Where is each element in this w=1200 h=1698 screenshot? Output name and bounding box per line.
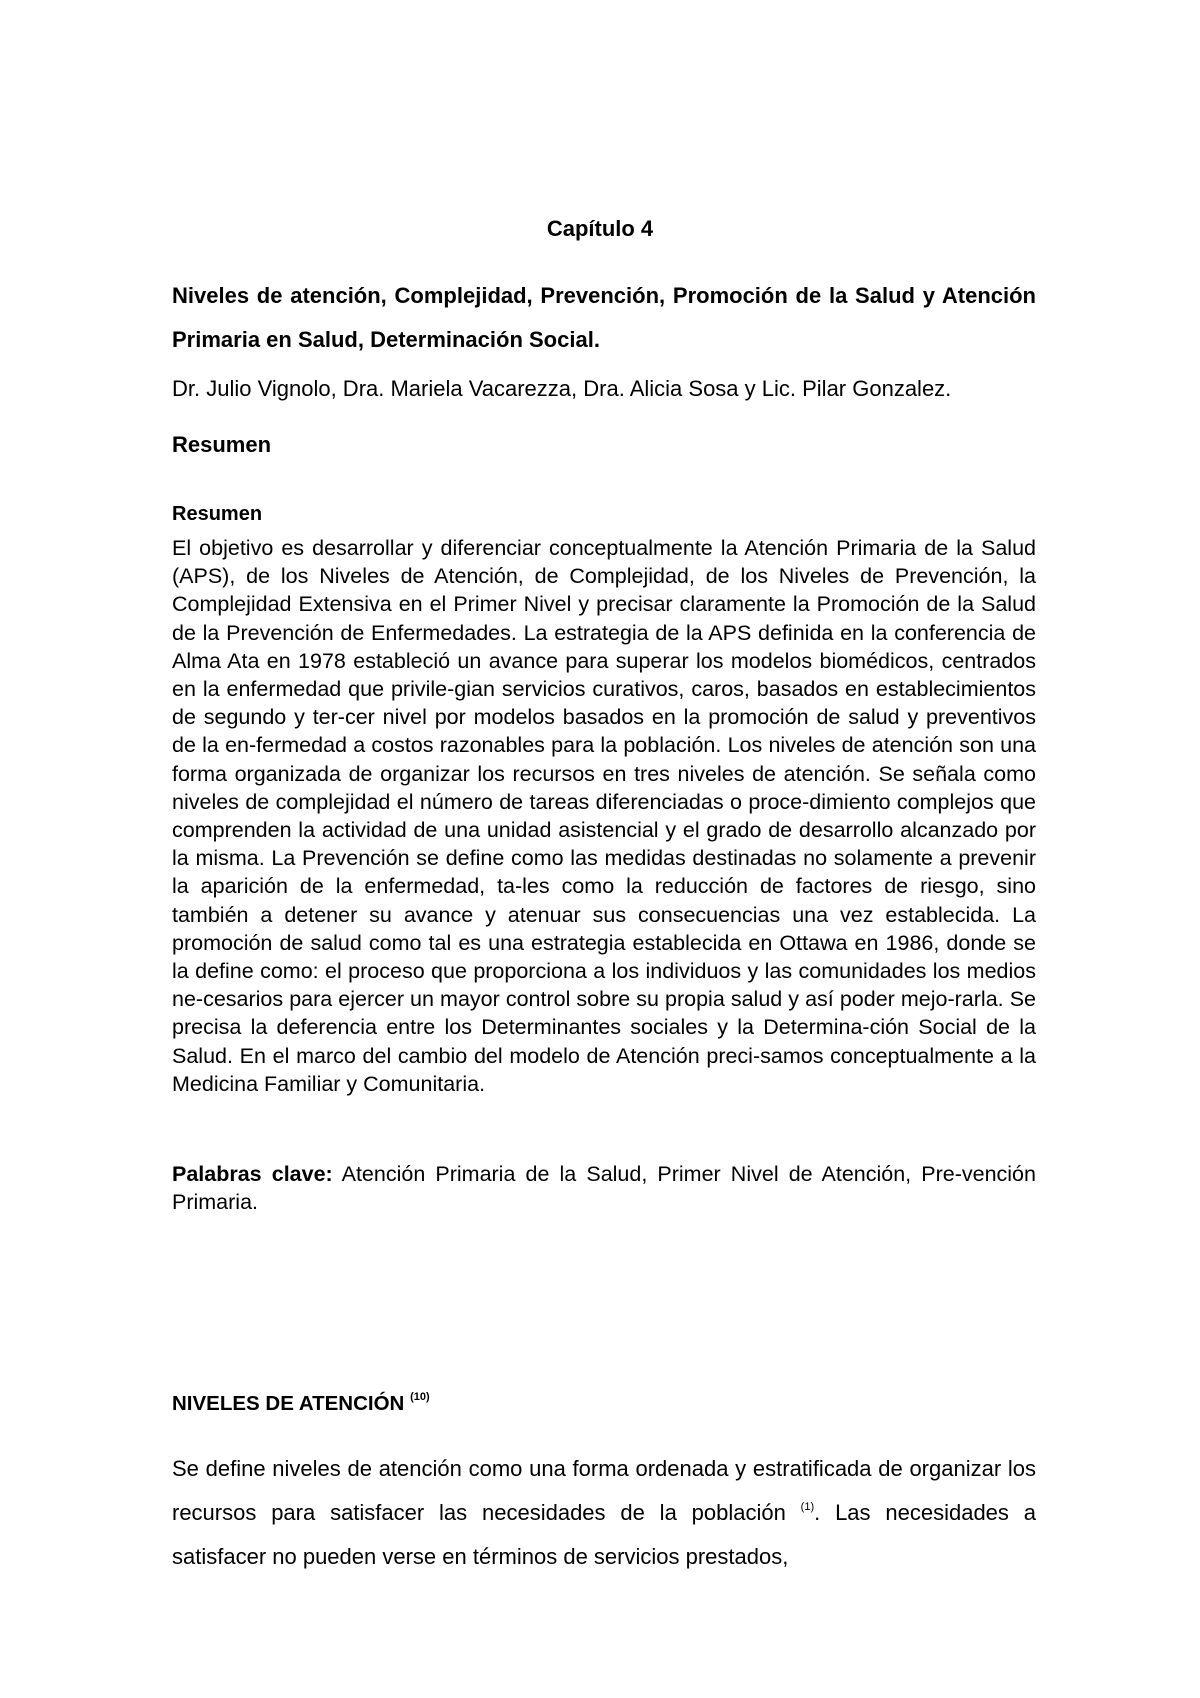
section-heading [172,1391,430,1417]
section-heading-text: NIVELES DE ATENCIÓN [172,1392,405,1415]
section-heading-ref: (10) [410,1391,430,1403]
chapter-heading: Capítulo 4 [546,216,654,241]
keywords-text: Atención Primaria de la Salud, Primer Nivel de Atención, Pre-vención Primaria. [172,1162,1036,1215]
resumen-heading: Resumen [172,432,272,457]
abstract-paragraph: El objetivo es desarrollar y diferenciar conceptualmente la Atención Primaria de la Salud (APS), de los Niveles de Atención, de Complejidad, de los Niveles de Prevención, la Complejidad Extensiva en el Primer Nivel y precisar claramente la Promoción de la Salud de la Prevención de Enfermedades. La estrategia de la APS definida en la conferencia de Alma Ata en 1978 estableció un avance para superar los modelos biomédicos, centrados en la enfermedad que privile-gian servicios curativos, caros, basados en establecimientos de segundo y ter-cer nivel por modelos basados en la promoción de salud y preventivos de la en-fermedad a costos razonables para la población. Los niveles de atención son una forma organizada de organizar los recursos en tres niveles de atención. Se señala como niveles de complejidad el número de tareas diferenciadas o proce-dimiento complejos que comprenden la actividad de una unidad asistencial y el grado de desarrollo alcanzado por la misma. La Prevención se define como las medidas destinadas no solamente a prevenir la aparición de la enfermedad, ta-les como la reducción de factores de riesgo, sino también a detener su avance y atenuar sus consecuencias una vez establecida. La promoción de salud como tal es una estrategia establecida en Ottawa en 1986, donde se la define como: el proceso que proporciona a los individuos y las comunidades los medios ne-cesarios para ejercer un mayor control sobre su propia salud y así poder mejo-rarla. Se precisa la deferencia entre los Determinantes sociales y la Determina-ción Social de la Salud. En el marco del cambio del modelo de Atención preci-samos conceptualmente a la Medicina Familiar y Comunitaria. [172,536,1036,1096]
resumen-subheading: Resumen [172,503,263,525]
authors-line: Dr. Julio Vignolo, Dra. Mariela Vacarezza, Dra. Alicia Sosa y Lic. Pilar Gonzalez. [172,376,952,401]
keywords-label: Palabras clave: [172,1162,333,1186]
body-text-before-ref: Se define niveles de atención como una forma ordenada y estratificada de organizar los recursos para satisfacer las necesidades de la población [172,1456,1036,1525]
body-text-after-ref: . Las necesidades a satisfacer no pueden verse en términos de servicios prestados, [172,1500,1036,1569]
keywords-paragraph [172,1160,1036,1216]
body-paragraph [172,1447,1036,1579]
body-ref: (1) [800,1501,815,1513]
chapter-title: Niveles de atención, Complejidad, Prevención, Promoción de la Salud y Atención Primaria en Salud, Determinación Social. [172,283,1036,352]
